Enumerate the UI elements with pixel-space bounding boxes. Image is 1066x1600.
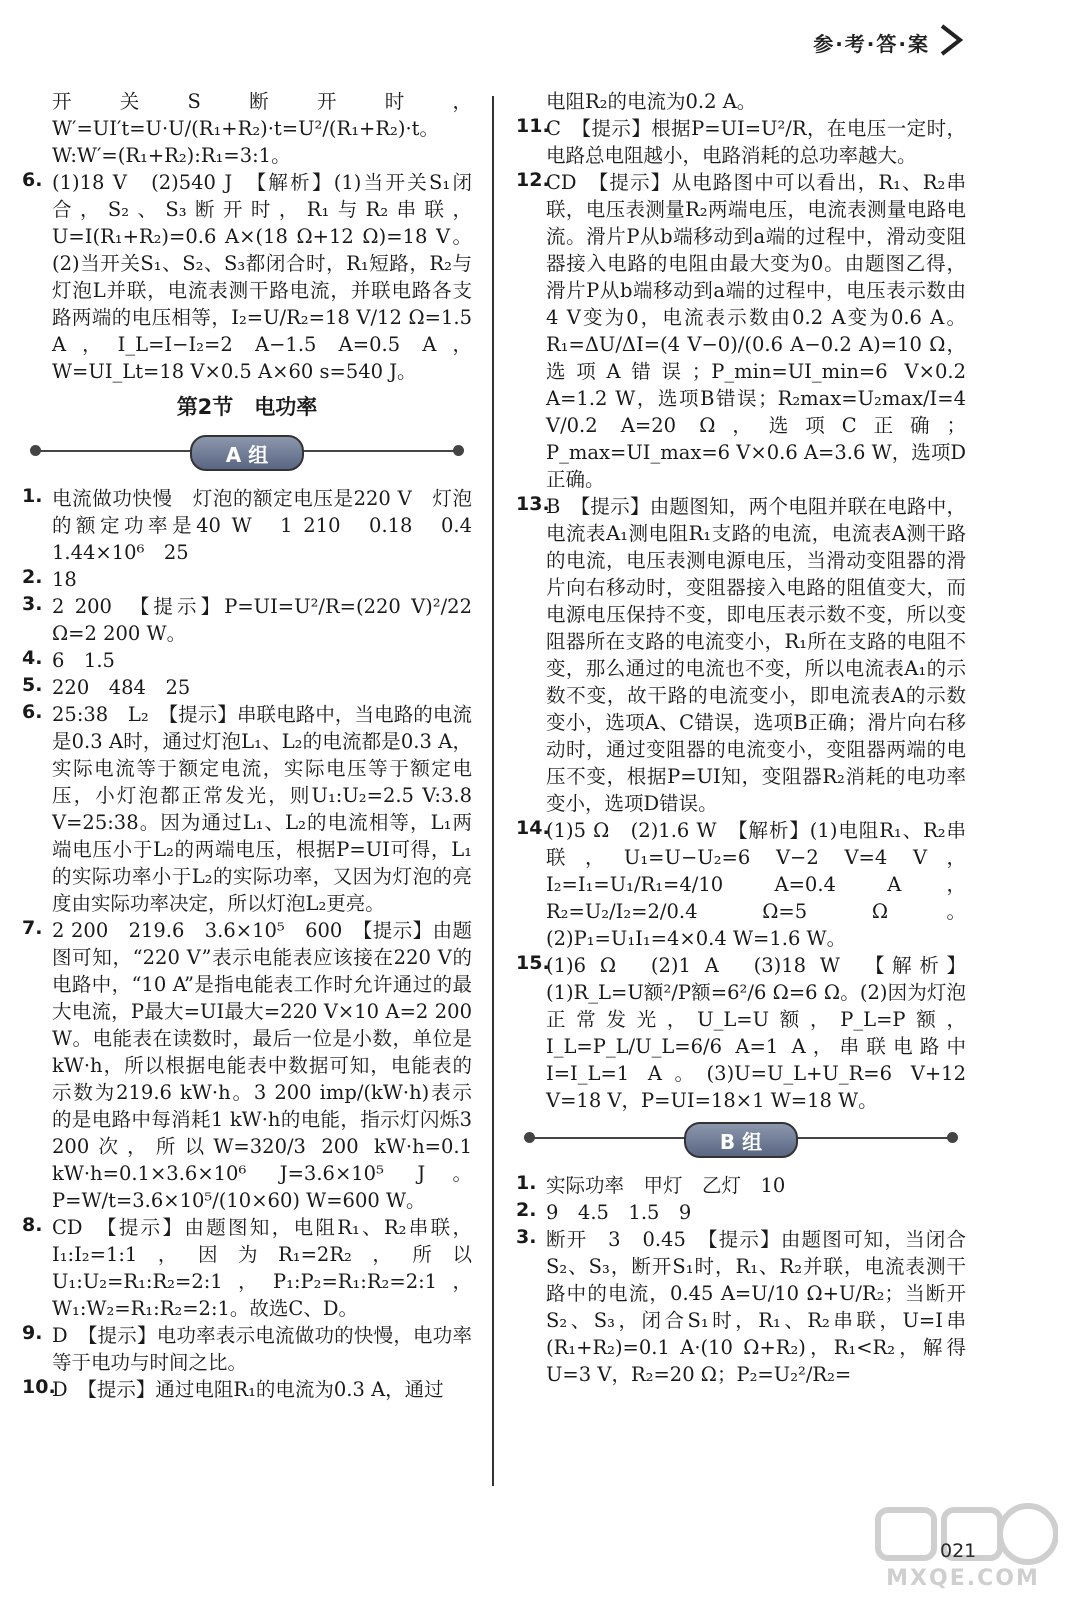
item-text: 25:38 L₂ 【提示】串联电路中，当电路的电流是0.3 A时，通过灯泡L₁、L₂的电流都是0.3 A，实际电流等于额定电流，实际电压等于额定电压，小灯泡都正常发光，则U₁:U₂=2.5 V:3.8 V=25:38。因为通过L₁、L₂的电流相等，L₁两端电压小于L₂的两端电压，根据P=UI可得，L₁的实际功率小于L₂的实际功率，又因为灯泡的亮度由实际功率决定，所以灯泡L₂更亮。	[52, 703, 472, 915]
group-b-label: B 组	[684, 1122, 798, 1158]
item-number: 3.	[516, 1226, 537, 1248]
item-text: 断开 3 0.45 【提示】由题图可知，当闭合S₂、S₃，断开S₁时，R₁、R₂并联，电流表测干路中的电流，0.45 A=U/10 Ω+U/R₂；当断开S₂、S₃，闭合S₁时，R₁、R₂串联，U=I串(R₁+R₂)=0.1 A·(10 Ω+R₂)，R₁<R₂，解得U=3 V，R₂=20 Ω；P₂=U₂²/R₂=	[546, 1228, 966, 1386]
item-text: CD 【提示】从电路图中可以看出，R₁、R₂串联，电压表测量R₂两端电压，电流表测量电路电流。滑片P从b端移动到a端的过程中，滑动变阻器接入电路的电阻由最大变为0。由题图乙得，滑片P从b端移动到a端的过程中，电压表示数由4 V变为0，电流表示数由0.2 A变为0.6 A。R₁=ΔU/ΔI=(4 V−0)/(0.6 A−0.2 A)=10 Ω，选项A错误；P_min=UI_min=6 V×0.2 A=1.2 W，选项B错误；R₂max=U₂max/I=4 V/0.2 A=20 Ω，选项C正确；P_max=UI_max=6 V×0.6 A=3.6 W，选项D正确。	[546, 171, 966, 491]
column-divider	[492, 96, 494, 1486]
page-number: 021	[940, 1540, 977, 1562]
item-text: 220 484 25	[52, 676, 191, 699]
band-dot-right	[947, 1132, 958, 1143]
item-text: (1)18 V (2)540 J 【解析】(1)当开关S₁闭合，S₂、S₃断开时，R₁与R₂串联，U=I(R₁+R₂)=0.6 A×(18 Ω+12 Ω)=18 V。(2)当开关S₁、S₂、S₃都闭合时，R₁短路，R₂与灯泡L并联，电流表测干路电流，并联电路各支路两端的电压相等，I₂=U/R₂=18 V/12 Ω=1.5 A，I_L=I−I₂=2 A−1.5 A=0.5 A，W=UI_Lt=18 V×0.5 A×60 s=540 J。	[52, 171, 472, 383]
item-text: (1)6 Ω (2)1 A (3)18 W 【解析】(1)R_L=U额²/P额=6²/6 Ω=6 Ω。(2)因为灯泡正常发光，U_L=U额，P_L=P额，I_L=P_L/U_L=6/6 A=1 A，串联电路中I=I_L=1 A。(3)U=U_L+U_R=6 V+12 V=18 V，P=UI=18×1 W=18 W。	[546, 954, 966, 1112]
item-text: 实际功率 甲灯 乙灯 10	[546, 1174, 786, 1197]
group-a-band	[22, 431, 472, 471]
answer-item-a11	[516, 115, 966, 169]
item-text: 2 200 219.6 3.6×10⁵ 600 【提示】由题图可知，“220 V”表示电能表应该接在220 V的电路中，“10 A”是指电能表工作时允许通过的最大电流，P最大=UI最大=220 V×10 A=2 200 W。电能表在读数时，最后一位是小数，单位是kW·h，所以根据电能表中数据可知，电能表的示数为219.6 kW·h。3 200 imp/(kW·h)表示的是电路中每消耗1 kW·h的电能，指示灯闪烁3 200次，所以W=320/3 200 kW·h=0.1 kW·h=0.1×3.6×10⁶ J=3.6×10⁵ J。P=W/t=3.6×10⁵/(10×60) W=600 W。	[52, 919, 472, 1212]
answer-item-b1	[516, 1172, 966, 1199]
section-title: 第2节 电功率	[176, 395, 318, 419]
watermark-icon	[868, 1500, 1058, 1570]
answer-item-a1	[22, 485, 492, 566]
band-dot-right	[453, 445, 464, 456]
answer-item-6	[22, 169, 472, 385]
group-b-band	[516, 1118, 966, 1158]
answer-item-a7	[22, 917, 472, 1214]
item-text: 9 4.5 1.5 9	[546, 1201, 692, 1224]
item-number: 2.	[22, 566, 43, 588]
item-text: 电流做功快慢 灯泡的额定电压是220 V 灯泡的额定功率是40 W 1 210 0.18 0.4 1.44×10⁶ 25	[52, 487, 492, 564]
item-number: 1.	[22, 485, 43, 507]
answer-item-a8	[22, 1214, 472, 1322]
item-number: 2.	[516, 1199, 537, 1221]
answer-item-a13	[516, 493, 966, 817]
item-text: B 【提示】由题图知，两个电阻并联在电路中，电流表A₁测电阻R₁支路的电流，电流表A测干路的电流，电压表测电源电压，当滑动变阻器的滑片向右移动时，变阻器接入电路的阻值变大，而电源电压保持不变，即电压表示数不变，所以变阻器所在支路的电流变小，R₁所在支路的电阻不变，那么通过的电流也不变，所以电流表A₁的示数不变，故干路的电流变小，即电流表A的示数变小，选项A、C错误，选项B正确；滑片向右移动时，通过变阻器的电流变小，变阻器两端的电压不变，根据P=UI知，变阻器R₂消耗的电功率变小，选项D错误。	[546, 495, 966, 815]
chevron-right-icon	[936, 23, 966, 61]
answer-item-a5	[22, 674, 472, 701]
band-dot-left	[524, 1132, 535, 1143]
item-number: 6.	[22, 701, 43, 723]
answer-item-a10	[22, 1376, 472, 1403]
item-number: 4.	[22, 647, 43, 669]
answer-item-a14	[516, 817, 966, 952]
item-number: 13.	[516, 493, 550, 515]
item-text: 2 200 【提示】P=UI=U²/R=(220 V)²/22 Ω=2 200 W。	[52, 595, 472, 645]
left-column	[22, 88, 492, 1403]
item-number: 15.	[516, 952, 550, 974]
answer-item-a4	[22, 647, 472, 674]
answer-item-a10-continued: 电阻R₂的电流为0.2 A。	[546, 90, 757, 113]
watermark-logo	[868, 1500, 1058, 1595]
prev-answer-line-1: 开关S断开时，W′=UI′t=U·U/(R₁+R₂)·t=U²/(R₁+R₂)·t。	[52, 90, 472, 140]
item-number: 14.	[516, 817, 550, 839]
item-text: CD 【提示】由题图知，电阻R₁、R₂串联，I₁:I₂=1:1，因为R₁=2R₂，所以U₁:U₂=R₁:R₂=2:1，P₁:P₂=R₁:R₂=2:1，W₁:W₂=R₁:R₂=2:1。故选C、D。	[52, 1216, 472, 1320]
item-number: 11.	[516, 115, 550, 137]
item-text: C 【提示】根据P=UI=U²/R，在电压一定时，电路总电阻越小，电路消耗的总功率越大。	[546, 117, 966, 167]
page-header	[813, 22, 966, 62]
answer-item-a9	[22, 1322, 472, 1376]
answer-item-a3	[22, 593, 472, 647]
item-number: 12.	[516, 169, 550, 191]
right-column	[516, 88, 966, 1388]
answer-item-a2	[22, 566, 472, 593]
watermark-text: MXQE.COM	[886, 1566, 1040, 1591]
item-number: 7.	[22, 917, 43, 939]
group-a-label: A 组	[190, 435, 304, 471]
item-text: 6 1.5	[52, 649, 115, 672]
item-number: 3.	[22, 593, 43, 615]
item-number: 1.	[516, 1172, 537, 1194]
prev-answer-line-2: W:W′=(R₁+R₂):R₁=3:1。	[52, 144, 291, 167]
item-number: 6.	[22, 169, 43, 191]
item-number: 10.	[22, 1376, 56, 1398]
answer-item-a12	[516, 169, 966, 493]
item-text: (1)5 Ω (2)1.6 W 【解析】(1)电阻R₁、R₂串联，U₁=U−U₂=6 V−2 V=4 V，I₂=I₁=U₁/R₁=4/10 A=0.4 A，R₂=U₂/I₂=2/0.4 Ω=5 Ω。(2)P₁=U₁I₁=4×0.4 W=1.6 W。	[546, 819, 966, 950]
item-number: 9.	[22, 1322, 43, 1344]
answer-item-a15	[516, 952, 966, 1114]
item-number: 8.	[22, 1214, 43, 1236]
answer-item-a6	[22, 701, 472, 917]
item-number: 5.	[22, 674, 43, 696]
item-text: 18	[52, 568, 77, 591]
answer-item-b2	[516, 1199, 966, 1226]
item-text: D 【提示】电功率表示电流做功的快慢，电功率等于电功与时间之比。	[52, 1324, 472, 1374]
band-dot-left	[30, 445, 41, 456]
header-title: 参·考·答·案	[813, 31, 930, 56]
item-text: D 【提示】通过电阻R₁的电流为0.3 A，通过	[52, 1378, 444, 1401]
answer-item-b3	[516, 1226, 966, 1388]
